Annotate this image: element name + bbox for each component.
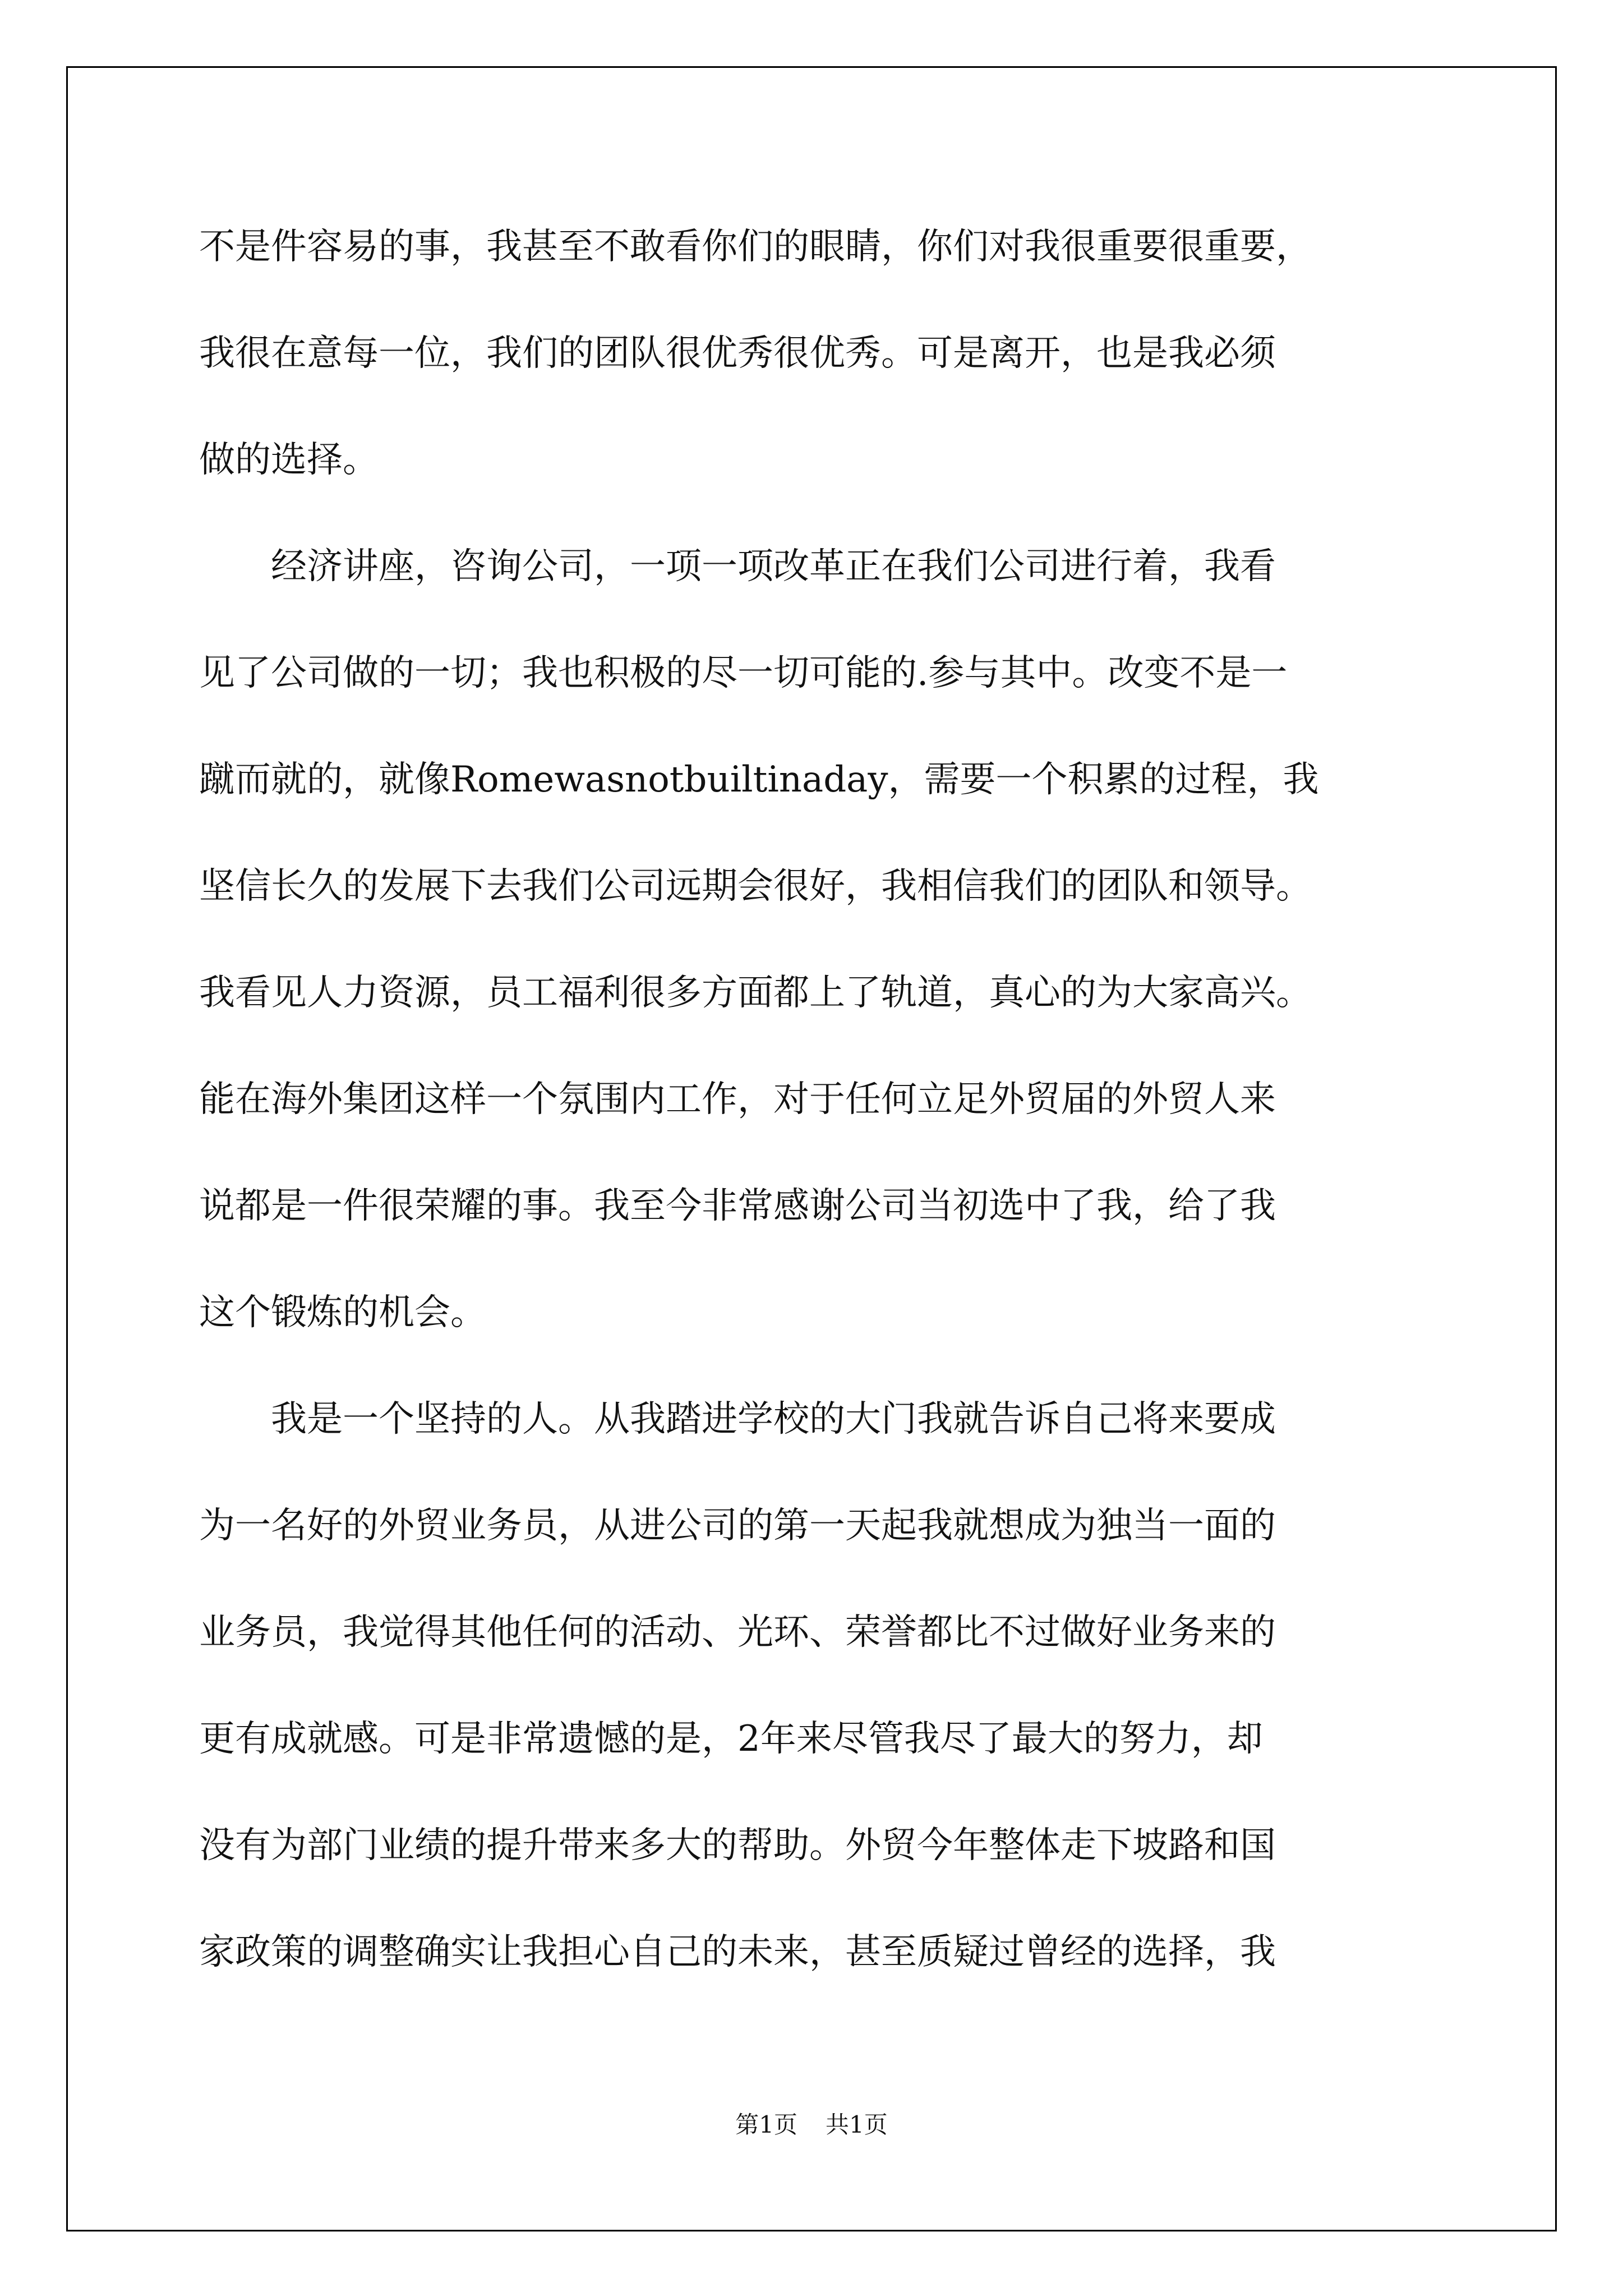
- document-body: [199, 194, 1422, 2005]
- text-line: 蹴而就的，就像Romewasnotbuiltinaday，需要一个积累的过程，我: [199, 759, 1319, 800]
- text-line: 不是件容易的事，我甚至不敢看你们的眼睛，你们对我很重要很重要，: [199, 226, 1312, 268]
- text-line: 没有为部门业绩的提升带来多大的帮助。外贸今年整体走下坡路和国: [199, 1825, 1276, 1866]
- text-line: 我是一个坚持的人。从我踏进学校的大门我就告诉自己将来要成: [199, 1398, 1276, 1440]
- text-line: 说都是一件很荣耀的事。我至今非常感谢公司当初选中了我，给了我: [199, 1185, 1276, 1227]
- page-number-current: 第1页: [735, 2111, 797, 2138]
- text-line: 经济讲座，咨询公司，一项一项改革正在我们公司进行着，我看: [199, 546, 1276, 587]
- text-line: 业务员，我觉得其他任何的活动、光环、荣誉都比不过做好业务来的: [199, 1612, 1276, 1653]
- text-line: 我看见人力资源，员工福利很多方面都上了轨道，真心的为大家高兴。: [199, 972, 1312, 1014]
- page-number-total: 共1页: [826, 2111, 888, 2138]
- page-footer: [0, 2106, 1623, 2140]
- text-line: 这个锻炼的机会。: [199, 1292, 486, 1333]
- text-line: 做的选择。: [199, 439, 379, 481]
- text-line: 为一名好的外贸业务员，从进公司的第一天起我就想成为独当一面的: [199, 1505, 1276, 1547]
- text-line: 我很在意每一位，我们的团队很优秀很优秀。可是离开，也是我必须: [199, 333, 1276, 374]
- text-line: 见了公司做的一切；我也积极的尽一切可能的.参与其中。改变不是一: [199, 652, 1288, 694]
- text-line: 更有成就感。可是非常遗憾的是，2年来尽管我尽了最大的努力，却: [199, 1718, 1263, 1760]
- text-line: 能在海外集团这样一个氛围内工作，对于任何立足外贸届的外贸人来: [199, 1079, 1276, 1120]
- text-line: 坚信长久的发展下去我们公司远期会很好，我相信我们的团队和领导。: [199, 866, 1312, 907]
- text-line: 家政策的调整确实让我担心自己的未来，甚至质疑过曾经的选择，我: [199, 1931, 1276, 1973]
